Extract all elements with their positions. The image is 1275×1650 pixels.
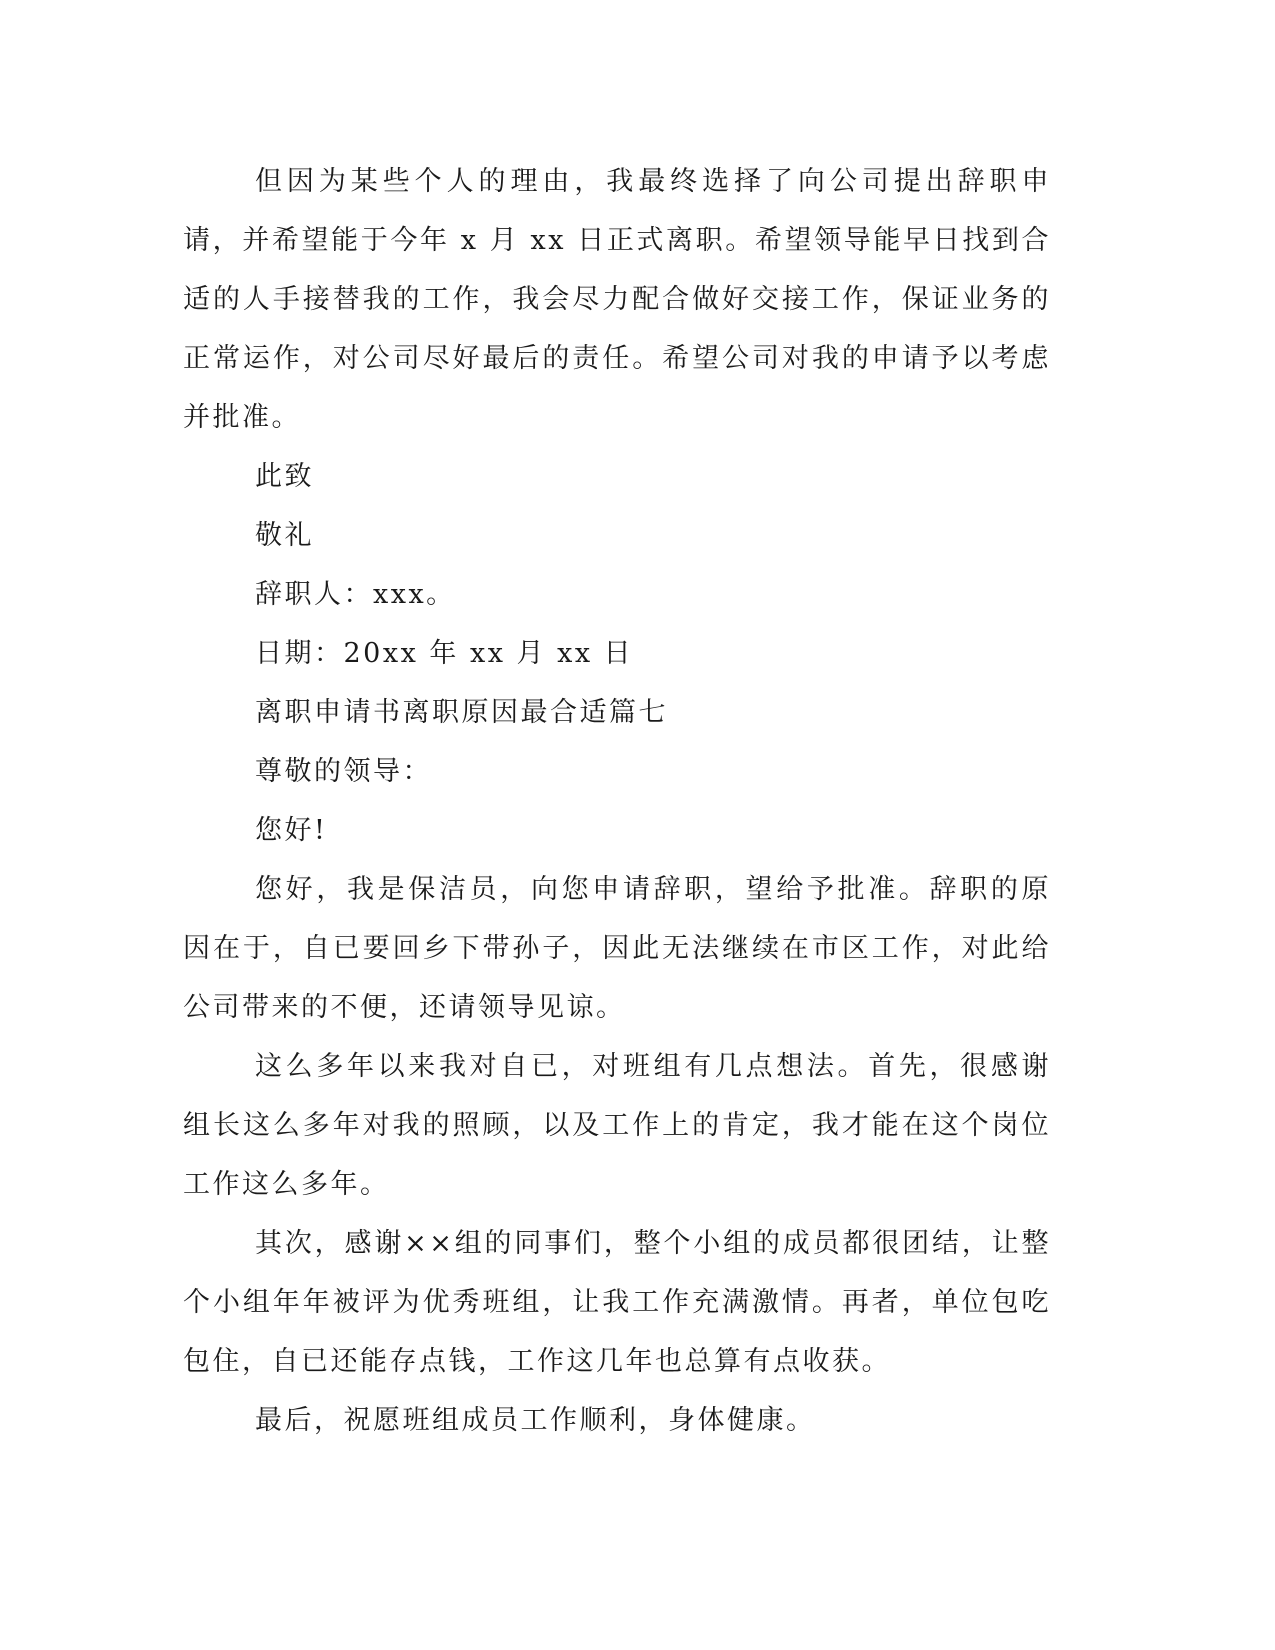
signature-line: 辞职人：xxx。 [255, 579, 456, 610]
document-body [183, 152, 1051, 1450]
paragraph-wishes: 最后，祝愿班组成员工作顺利，身体健康。 [255, 1405, 816, 1436]
paragraph-thoughts: 这么多年以来我对自已，对班组有几点想法。首先，很感谢组长这么多年对我的照顾，以及工作上的肯定，我才能在这个岗位工作这么多年。 [183, 1051, 1051, 1200]
closing-salutation: 此致 [255, 461, 314, 492]
greeting-hello: 您好! [255, 815, 328, 846]
section-heading: 离职申请书离职原因最合适篇七 [255, 697, 668, 728]
paragraph-resignation-reason: 但因为某些个人的理由，我最终选择了向公司提出辞职申请，并希望能于今年 x 月 xx 日正式离职。希望领导能早日找到合适的人手接替我的工作，我会尽力配合做好交接工作，保证业务的正常运作，对公司尽好最后的责任。希望公司对我的申请予以考虑并批准。 [183, 166, 1051, 433]
date-line: 日期：20xx 年 xx 月 xx 日 [255, 638, 634, 669]
closing-regards: 敬礼 [255, 520, 314, 551]
paragraph-thanks: 其次，感谢××组的同事们，整个小组的成员都很团结，让整个小组年年被评为优秀班组，让我工作充满激情。再者，单位包吃包住，自已还能存点钱，工作这几年也总算有点收获。 [183, 1228, 1051, 1377]
paragraph-intro: 您好，我是保洁员，向您申请辞职，望给予批准。辞职的原因在于，自已要回乡下带孙子，因此无法继续在市区工作，对此给公司带来的不便，还请领导见谅。 [183, 874, 1051, 1023]
greeting-addressee: 尊敬的领导： [255, 756, 432, 787]
